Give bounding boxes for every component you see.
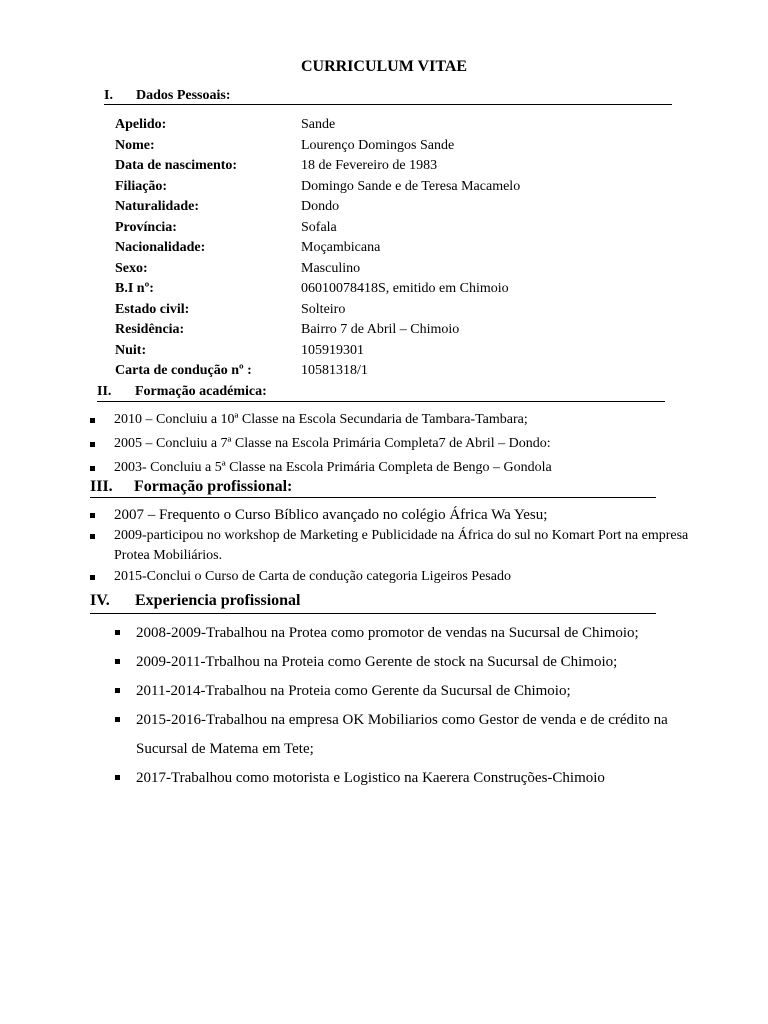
list-item: [115, 619, 675, 648]
field-label: B.I nº:: [115, 281, 154, 296]
field-value: Solteiro: [301, 301, 346, 317]
bullet-icon: [115, 688, 120, 693]
academic-list: [90, 410, 690, 482]
personal-data-table: [115, 115, 520, 382]
personal-row: [115, 197, 520, 218]
list-item-text: 2011-2014-Trabalhou na Proteia como Gerente da Sucursal de Chimoio;: [136, 683, 571, 699]
field-value: Domingo Sande e de Teresa Macamelo: [301, 178, 521, 194]
list-item-text: 2008-2009-Trabalhou na Protea como promotor de vendas na Sucursal de Chimoio;: [136, 625, 639, 641]
personal-row: [115, 361, 520, 382]
section-number: IV.: [90, 592, 110, 609]
list-item-text: 2005 – Concluiu a 7ª Classe na Escola Primária Completa7 de Abril – Dondo:: [114, 436, 551, 451]
field-value: 105919301: [301, 342, 364, 358]
section-heading-experience: [90, 592, 656, 614]
list-item: [115, 706, 675, 764]
bullet-icon: [115, 659, 120, 664]
field-value: Bairro 7 de Abril – Chimoio: [301, 322, 460, 337]
personal-row: [115, 279, 520, 300]
professional-training-list: [90, 505, 690, 587]
field-value: Moçambicana: [301, 240, 381, 255]
field-value: 10581318/1: [301, 363, 368, 378]
list-item-text: 2007 – Frequento o Curso Bíblico avançado no colégio África Wa Yesu;: [114, 507, 548, 523]
field-label: Filiação:: [115, 178, 168, 194]
field-label: Sexo:: [115, 260, 148, 276]
list-item-text: 2009-participou no workshop de Marketing e Publicidade na África do sul no Komart Port na empresa Protea Mobiliários.: [114, 527, 689, 563]
list-item-text: 2017-Trabalhou como motorista e Logistico na Kaerera Construções-Chimoio: [136, 770, 605, 786]
field-label: Nuit:: [115, 342, 147, 358]
field-value: Masculino: [301, 260, 361, 276]
experience-list: [115, 619, 675, 793]
field-label: Nome:: [115, 137, 155, 153]
list-item-text: 2015-Conclui o Curso de Carta de condução categoria Ligeiros Pesado: [114, 568, 511, 584]
field-value: 18 de Fevereiro de 1983: [301, 158, 438, 173]
document-title: CURRICULUM VITAE: [300, 58, 468, 75]
field-label: Naturalidade:: [115, 199, 199, 214]
personal-row: [115, 136, 520, 157]
list-item-text: 2010 – Concluiu a 10ª Classe na Escola Secundaria de Tambara-Tambara;: [114, 412, 528, 427]
field-label: Estado civil:: [115, 301, 190, 317]
section-number: I.: [104, 88, 113, 103]
section-label: Dados Pessoais:: [136, 88, 231, 103]
personal-row: [115, 238, 520, 259]
personal-row: [115, 341, 520, 362]
list-item-text: 2015-2016-Trabalhou na empresa OK Mobiliarios como Gestor de venda e de crédito na Sucursal de Matema em Tete;: [136, 712, 668, 757]
field-value: Sofala: [301, 219, 337, 235]
bullet-icon: [90, 466, 95, 471]
personal-row: [115, 320, 520, 341]
list-item-text: 2009-2011-Trbalhou na Proteia como Gerente de stock na Sucursal de Chimoio;: [136, 654, 618, 670]
section-number: II.: [97, 384, 112, 399]
list-item: [90, 526, 690, 567]
personal-row: [115, 259, 520, 280]
field-value: Lourenço Domingos Sande: [301, 137, 455, 153]
section-label: Experiencia profissional: [135, 592, 301, 609]
list-item: [115, 764, 675, 793]
field-label: Nacionalidade:: [115, 240, 206, 255]
personal-row: [115, 156, 520, 177]
bullet-icon: [90, 575, 95, 580]
list-item: [115, 677, 675, 706]
bullet-icon: [90, 513, 95, 518]
bullet-icon: [90, 418, 95, 423]
personal-row: [115, 300, 520, 321]
personal-row: [115, 177, 520, 198]
field-value: Dondo: [301, 199, 340, 214]
personal-row: [115, 115, 520, 136]
list-item: [90, 505, 690, 526]
field-value: 06010078418S, emitido em Chimoio: [301, 281, 509, 296]
field-label: Apelido:: [115, 117, 167, 132]
field-label: Data de nascimento:: [115, 158, 238, 173]
bullet-icon: [115, 775, 120, 780]
field-label: Carta de condução nº :: [115, 363, 252, 378]
field-value: Sande: [301, 117, 336, 132]
field-label: Residência:: [115, 322, 185, 337]
bullet-icon: [90, 534, 95, 539]
section-number: III.: [90, 478, 113, 495]
section-heading-personal: [104, 88, 672, 105]
bullet-icon: [115, 630, 120, 635]
section-label: Formação académica:: [135, 384, 267, 399]
personal-row: [115, 218, 520, 239]
bullet-icon: [115, 717, 120, 722]
section-label: Formação profissional:: [134, 478, 293, 495]
list-item: [115, 648, 675, 677]
bullet-icon: [90, 442, 95, 447]
list-item: [90, 567, 690, 588]
list-item: [90, 434, 690, 458]
list-item: [90, 410, 690, 434]
field-label: Província:: [115, 219, 177, 235]
section-heading-academic: [97, 384, 665, 402]
section-heading-professional-training: [90, 478, 656, 498]
list-item-text: 2003- Concluiu a 5ª Classe na Escola Primária Completa de Bengo – Gondola: [114, 460, 552, 475]
